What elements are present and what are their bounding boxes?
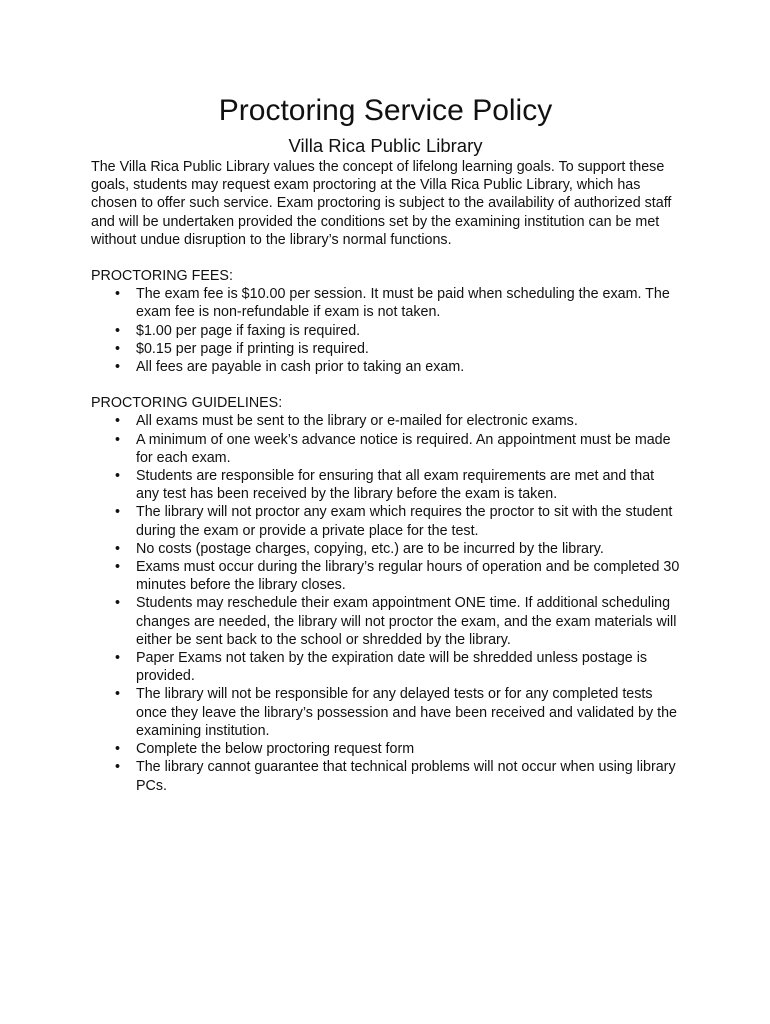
guidelines-heading: PROCTORING GUIDELINES: xyxy=(91,395,283,412)
list-item xyxy=(91,540,680,558)
list-item-text: The library cannot guarantee that technical problems will not occur when using library PCs. xyxy=(136,759,676,794)
intro-paragraph: The Villa Rica Public Library values the concept of lifelong learning goals. To support these goals, students may request exam proctoring at the Villa Rica Public Library, which has chosen to offer such service. Exam proctoring is subject to the availability of authorized staff and will be undertaken provided the conditions set by the examining institution can be met without undue disruption to the library’s normal functions. xyxy=(91,159,672,248)
list-item-text: Students are responsible for ensuring that all exam requirements are met and that any test has been received by the library before the exam is taken. xyxy=(136,468,655,503)
bullet-icon: • xyxy=(115,468,121,485)
list-item xyxy=(91,412,680,430)
list-item-text: The library will not proctor any exam which requires the proctor to sit with the student during the exam or provide a private place for the test. xyxy=(136,504,673,539)
list-item-text: All fees are payable in cash prior to taking an exam. xyxy=(136,359,465,376)
bullet-icon: • xyxy=(115,340,121,357)
fees-heading: PROCTORING FEES: xyxy=(91,268,233,285)
list-item xyxy=(91,322,680,340)
list-item xyxy=(91,740,680,758)
list-item xyxy=(91,649,680,685)
list-item-text: Exams must occur during the library’s regular hours of operation and be completed 30 minutes before the library closes. xyxy=(136,559,680,594)
page-subtitle: Villa Rica Public Library xyxy=(288,135,483,156)
list-item xyxy=(91,594,680,649)
list-item-text: The library will not be responsible for any delayed tests or for any completed tests once they leave the library’s possession and have been received and validated by the examining institution. xyxy=(136,686,677,739)
bullet-icon: • xyxy=(115,504,121,521)
list-item-text: $0.15 per page if printing is required. xyxy=(136,340,369,357)
list-item xyxy=(91,558,680,594)
list-item xyxy=(91,503,680,539)
bullet-icon: • xyxy=(115,359,121,376)
bullet-icon: • xyxy=(115,286,121,303)
list-item xyxy=(91,467,680,503)
page-title: Proctoring Service Policy xyxy=(218,94,553,127)
list-item-text: Students may reschedule their exam appointment ONE time. If additional scheduling changes are needed, the library will not proctor the exam, and the exam materials will either be sent back to the school or shredded by the library. xyxy=(136,595,677,648)
bullet-icon: • xyxy=(115,540,121,557)
list-item xyxy=(91,285,680,321)
list-item xyxy=(91,431,680,467)
bullet-icon: • xyxy=(115,413,121,430)
bullet-icon: • xyxy=(115,759,121,776)
bullet-icon: • xyxy=(115,686,121,703)
bullet-icon: • xyxy=(115,322,121,339)
bullet-icon: • xyxy=(115,741,121,758)
list-item-text: Complete the below proctoring request form xyxy=(136,741,415,758)
list-item xyxy=(91,358,680,376)
list-item-text: A minimum of one week’s advance notice is required. An appointment must be made for each exam. xyxy=(136,431,671,466)
list-item xyxy=(91,758,680,794)
list-item-text: The exam fee is $10.00 per session. It must be paid when scheduling the exam. The exam fee is non-refundable if exam is not taken. xyxy=(136,286,670,321)
bullet-icon: • xyxy=(115,431,121,448)
guidelines-list xyxy=(91,412,680,794)
bullet-icon: • xyxy=(115,595,121,612)
list-item-text: No costs (postage charges, copying, etc.) are to be incurred by the library. xyxy=(136,540,604,557)
fees-list xyxy=(91,285,680,376)
list-item-text: $1.00 per page if faxing is required. xyxy=(136,322,361,339)
list-item-text: All exams must be sent to the library or e-mailed for electronic exams. xyxy=(136,413,578,430)
bullet-icon: • xyxy=(115,650,121,667)
list-item xyxy=(91,685,680,740)
list-item-text: Paper Exams not taken by the expiration date will be shredded unless postage is provided. xyxy=(136,650,648,685)
bullet-icon: • xyxy=(115,559,121,576)
list-item xyxy=(91,340,680,358)
